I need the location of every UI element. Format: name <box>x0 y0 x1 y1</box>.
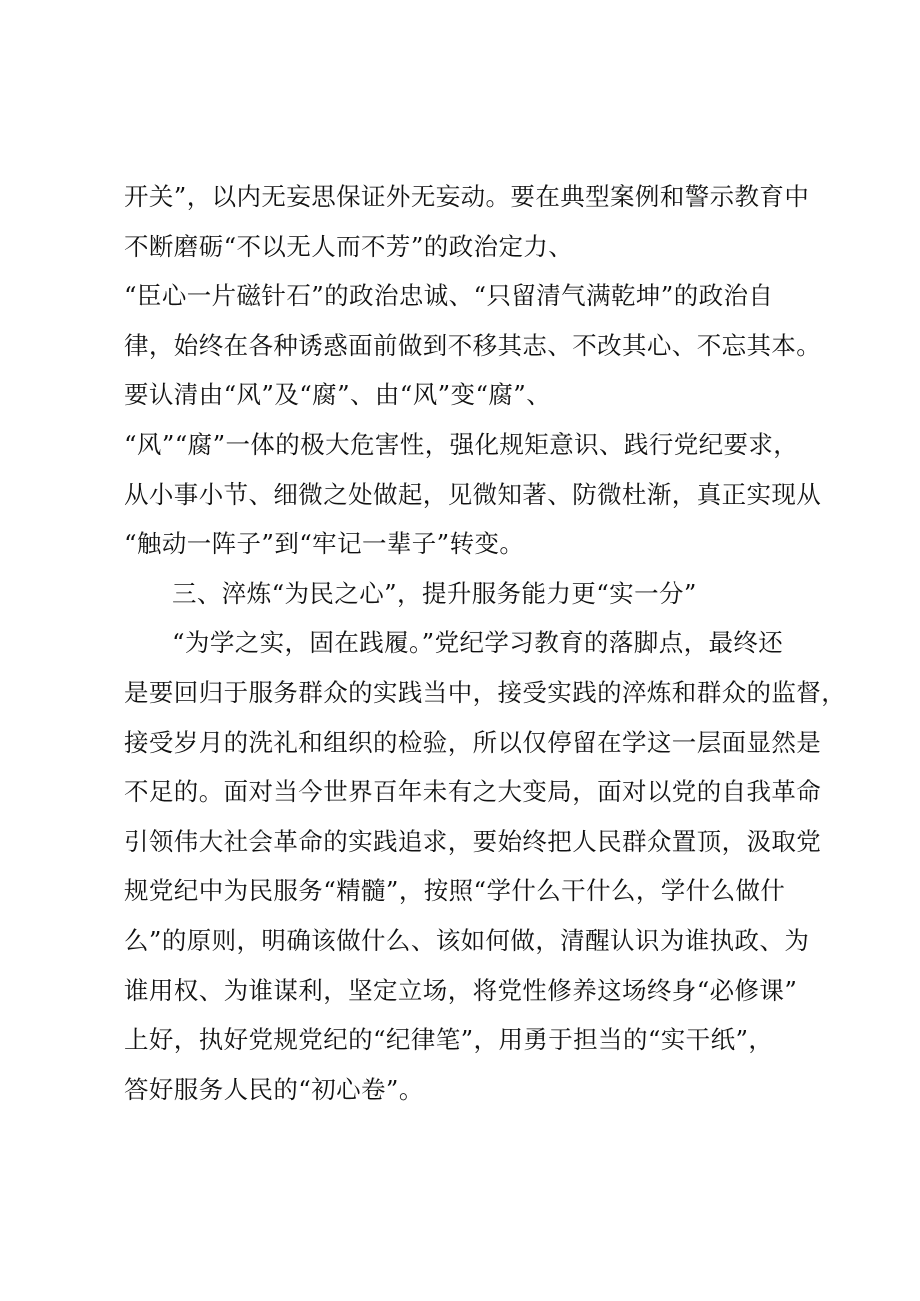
section-heading: 三、淬炼“为民之心”，提升服务能力更“实一分” <box>172 578 697 608</box>
text-line: 律，始终在各种诱惑面前做到不移其志、不改其心、不忘其本。 <box>124 330 822 360</box>
text-line: 不足的。面对当今世界百年未有之大变局，面对以党的自我革命 <box>124 777 822 807</box>
text-line: 答好服务人民的“初心卷”。 <box>124 1074 424 1104</box>
text-line: 开关”，以内无妄思保证外无妄动。要在典型案例和警示教育中 <box>124 182 810 211</box>
text-line: 引领伟大社会革命的实践追求，要始终把人民群众置顶，汲取党 <box>124 826 822 856</box>
text-line: 接受岁月的洗礼和组织的检验，所以仅停留在学这一层面显然是 <box>124 727 822 757</box>
paragraph-first-line: “为学之实，固在践履。”党纪学习教育的落脚点，最终还 <box>172 628 784 658</box>
text-line: 要认清由“风”及“腐”、由“风”变“腐”、 <box>124 380 552 410</box>
text-line: 规党纪中为民服务“精髓”，按照“学什么干什么，学什么做什 <box>124 876 786 906</box>
text-line: 从小事小节、细微之处做起，见微知著、防微杜渐，真正实现从 <box>124 479 822 509</box>
text-line: “臣心一片磁针石”的政治忠诚、“只留清气满乾坤”的政治自 <box>124 281 774 311</box>
text-line: 上好，执好党规党纪的“纪律笔”，用勇于担当的“实干纸”， <box>124 1025 774 1055</box>
text-line: 是要回归于服务群众的实践当中，接受实践的淬炼和群众的监督， <box>124 677 847 707</box>
body-text <box>124 172 847 1114</box>
text-line: “风”“腐”一体的极大危害性，强化规矩意识、践行党纪要求， <box>124 429 799 459</box>
text-line: 不断磨砺“不以无人而不芳”的政治定力、 <box>124 231 574 261</box>
text-line: “触动一阵子”到“牢记一辈子”转变。 <box>124 529 525 559</box>
text-line: 么”的原则，明确该做什么、该如何做，清醒认识为谁执政、为 <box>124 925 810 955</box>
text-line: 谁用权、为谁谋利，坚定立场，将党性修养这场终身“必修课” <box>124 975 798 1005</box>
